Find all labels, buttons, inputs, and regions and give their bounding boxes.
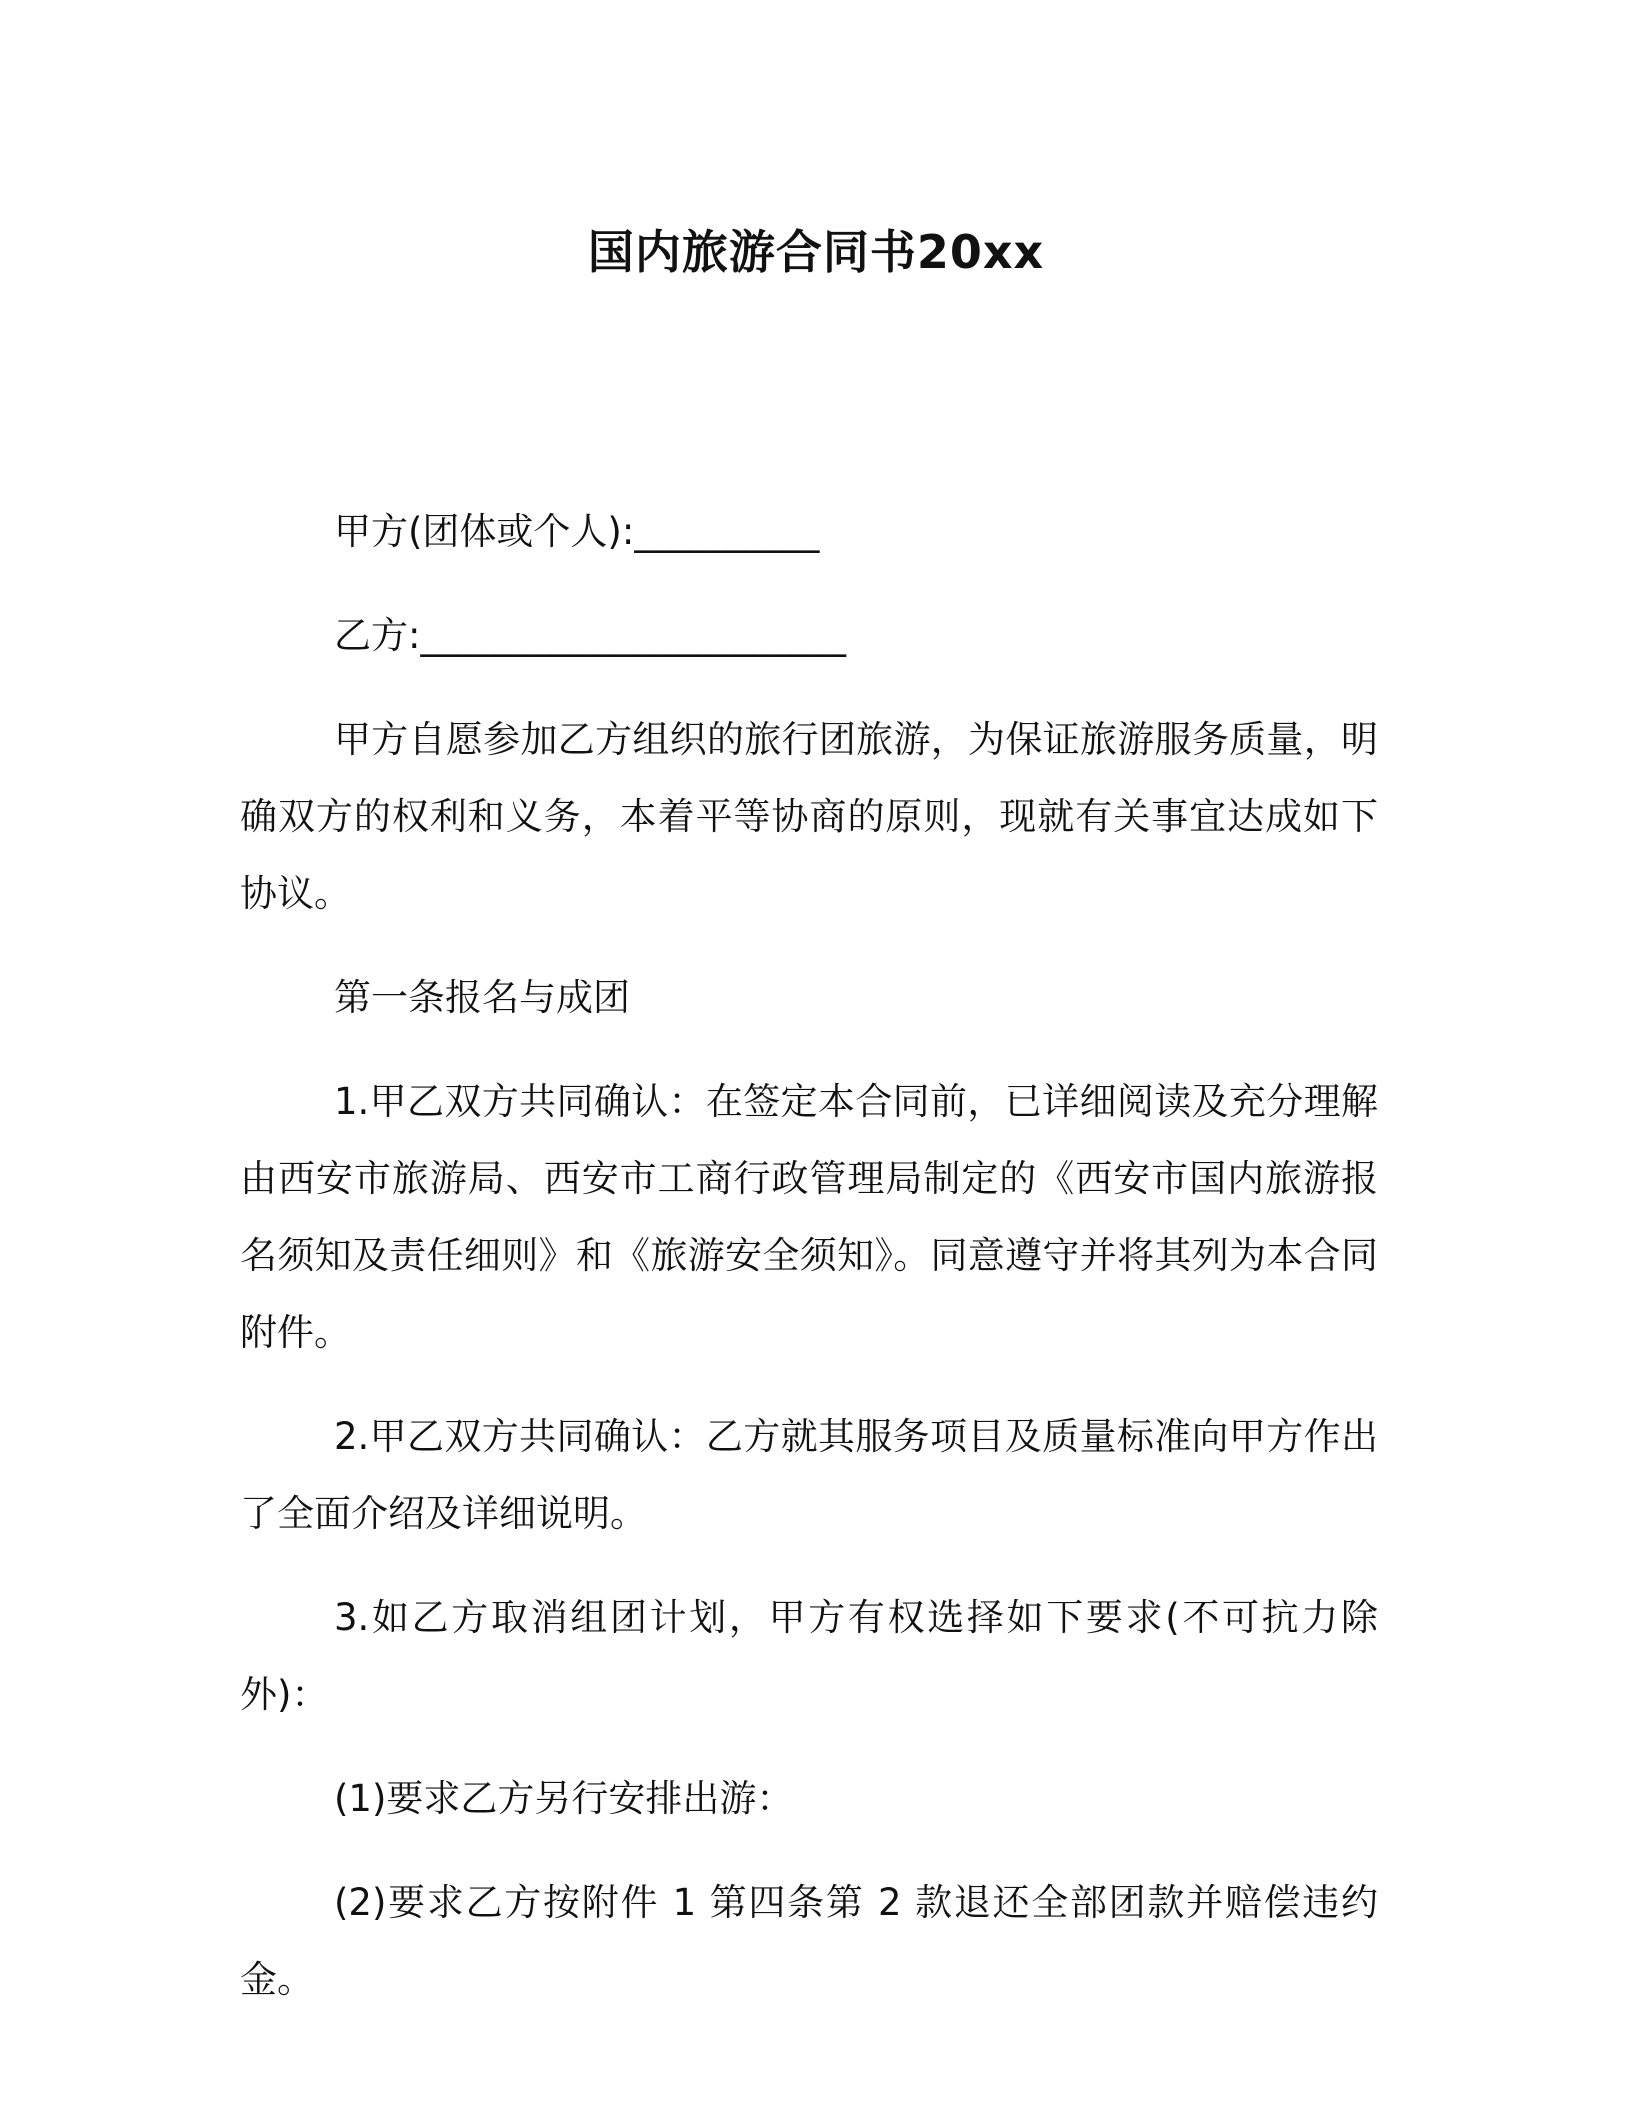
clause-3-option-2: (2)要求乙方按附件 1 第四条第 2 款退还全部团款并赔偿违约金。 [240, 1881, 1378, 2001]
article-1-heading: 第一条报名与成团 [334, 976, 630, 1019]
preamble-paragraph: 甲方自愿参加乙方组织的旅行团旅游，为保证旅游服务质量，明确双方的权利和义务，本着平等协商的原则，现就有关事宜达成如下协议。 [240, 718, 1378, 915]
party-a-line: 甲方(团体或个人):__________ [334, 510, 820, 553]
party-b-line: 乙方:_______________________ [334, 614, 846, 657]
clause-3-option-1: (1)要求乙方另行安排出游： [334, 1777, 794, 1820]
document-title: 国内旅游合同书20xx [587, 225, 1045, 279]
article-1-clause-1: 1.甲乙双方共同确认：在签定本合同前，已详细阅读及充分理解由西安市旅游局、西安市工商行政管理局制定的《西安市国内旅游报名须知及责任细则》和《旅游安全须知》。同意遵守并将其列为本合同附件。 [240, 1080, 1378, 1354]
article-1-clause-2: 2.甲乙双方共同确认：乙方就其服务项目及质量标准向甲方作出了全面介绍及详细说明。 [240, 1415, 1378, 1535]
article-1-clause-3: 3.如乙方取消组团计划，甲方有权选择如下要求(不可抗力除外)： [240, 1596, 1378, 1716]
document-body [240, 493, 1378, 2045]
